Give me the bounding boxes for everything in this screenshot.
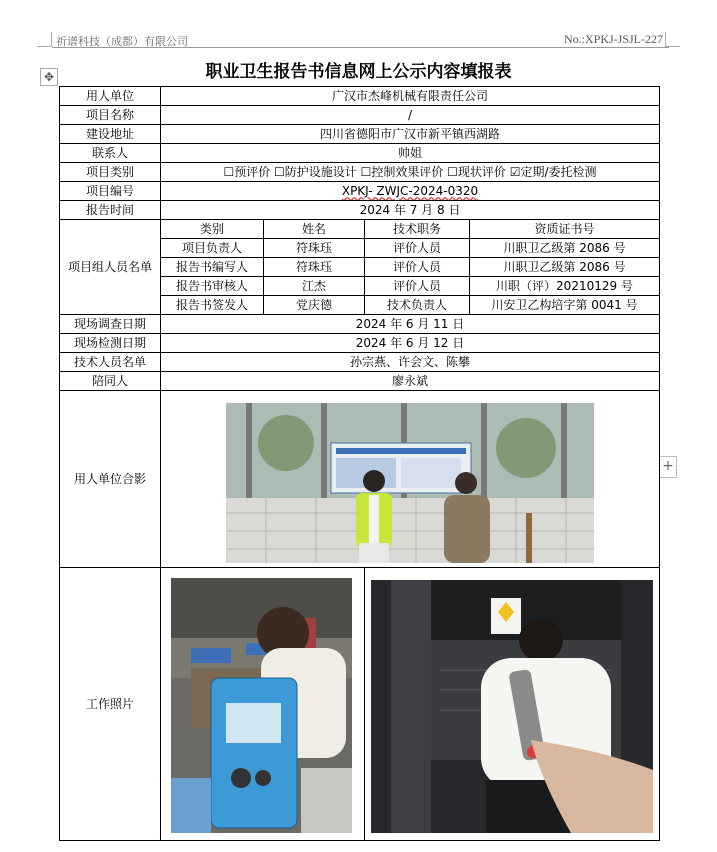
work-photo-sampling — [171, 578, 352, 833]
employer-label: 用人单位 — [60, 87, 161, 106]
member-name: 符珠珏 — [264, 239, 365, 258]
header-corner-mark-left — [37, 32, 52, 47]
header-rule — [52, 47, 669, 48]
members-header-title: 技术职务 — [365, 220, 470, 239]
employer-photo-cell — [161, 391, 660, 568]
report-time-value: 2024 年 7 月 8 日 — [161, 201, 660, 220]
table-row — [60, 220, 660, 239]
header-doc-number: No.:XPKJ-JSJL-227 — [563, 32, 663, 46]
member-name: 符珠珏 — [264, 258, 365, 277]
member-title: 评价人员 — [365, 239, 470, 258]
member-category: 项目负责人 — [161, 239, 264, 258]
test-date-label: 现场检测日期 — [60, 334, 161, 353]
table-row — [60, 353, 660, 372]
address-label: 建设地址 — [60, 125, 161, 144]
add-column-icon[interactable]: + — [659, 456, 677, 478]
project-type-value: ☐预评价 ☐防护设施设计 ☐控制效果评价 ☐现状评价 ☑定期/委托检测 — [161, 163, 660, 182]
tech-staff-value: 孙宗燕、许会文、陈攀 — [161, 353, 660, 372]
project-number-label: 项目编号 — [60, 182, 161, 201]
disclosure-form-table — [59, 86, 660, 841]
work-photo-cell-left — [161, 568, 365, 841]
contact-label: 联系人 — [60, 144, 161, 163]
employer-value: 广汉市杰峰机械有限责任公司 — [161, 87, 660, 106]
member-title: 评价人员 — [365, 277, 470, 296]
project-number-value: XPKJ- ZWJC-2024-0320 — [341, 183, 479, 198]
member-title: 技术负责人 — [365, 296, 470, 315]
address-value: 四川省德阳市广汉市新平镇西湖路 — [161, 125, 660, 144]
escort-label: 陪同人 — [60, 372, 161, 391]
table-row — [60, 87, 660, 106]
work-photos-label: 工作照片 — [60, 568, 161, 841]
employer-photo-label: 用人单位合影 — [60, 391, 161, 568]
escort-value: 廖永斌 — [161, 372, 660, 391]
member-category: 报告书审核人 — [161, 277, 264, 296]
work-photo-measurement — [371, 580, 653, 833]
project-name-value: / — [161, 106, 660, 125]
test-date-value: 2024 年 6 月 12 日 — [161, 334, 660, 353]
header-company: 祈谱科技（成都）有限公司 — [56, 35, 188, 48]
members-header-certificate: 资质证书号 — [470, 220, 660, 239]
project-name-label: 项目名称 — [60, 106, 161, 125]
table-row — [60, 391, 660, 568]
page-title: 职业卫生报告书信息网上公示内容填报表 — [205, 62, 512, 82]
members-header-category: 类别 — [161, 220, 264, 239]
table-row — [60, 201, 660, 220]
project-type-label: 项目类别 — [60, 163, 161, 182]
member-certificate: 川职卫乙级第 2086 号 — [470, 258, 660, 277]
member-name: 江杰 — [264, 277, 365, 296]
table-row — [60, 163, 660, 182]
member-category: 报告书签发人 — [161, 296, 264, 315]
employer-group-photo — [226, 403, 594, 563]
table-row — [60, 106, 660, 125]
member-certificate: 川职（评）20210129 号 — [470, 277, 660, 296]
table-row — [60, 568, 660, 841]
contact-value: 帅姐 — [161, 144, 660, 163]
member-name: 党庆德 — [264, 296, 365, 315]
work-photo-cell-right — [365, 568, 660, 841]
member-certificate: 川安卫乙构培字第 0041 号 — [470, 296, 660, 315]
table-row — [60, 315, 660, 334]
table-row — [60, 144, 660, 163]
table-row — [60, 182, 660, 201]
header-corner-mark-right — [665, 32, 680, 47]
member-certificate: 川职卫乙级第 2086 号 — [470, 239, 660, 258]
table-move-handle-icon[interactable]: ✥ — [40, 68, 58, 86]
member-title: 评价人员 — [365, 258, 470, 277]
tech-staff-label: 技术人员名单 — [60, 353, 161, 372]
table-row — [60, 372, 660, 391]
members-label: 项目组人员名单 — [60, 220, 161, 315]
survey-date-label: 现场调查日期 — [60, 315, 161, 334]
member-category: 报告书编写人 — [161, 258, 264, 277]
table-row — [60, 334, 660, 353]
members-header-name: 姓名 — [264, 220, 365, 239]
report-time-label: 报告时间 — [60, 201, 161, 220]
table-row — [60, 125, 660, 144]
survey-date-value: 2024 年 6 月 11 日 — [161, 315, 660, 334]
